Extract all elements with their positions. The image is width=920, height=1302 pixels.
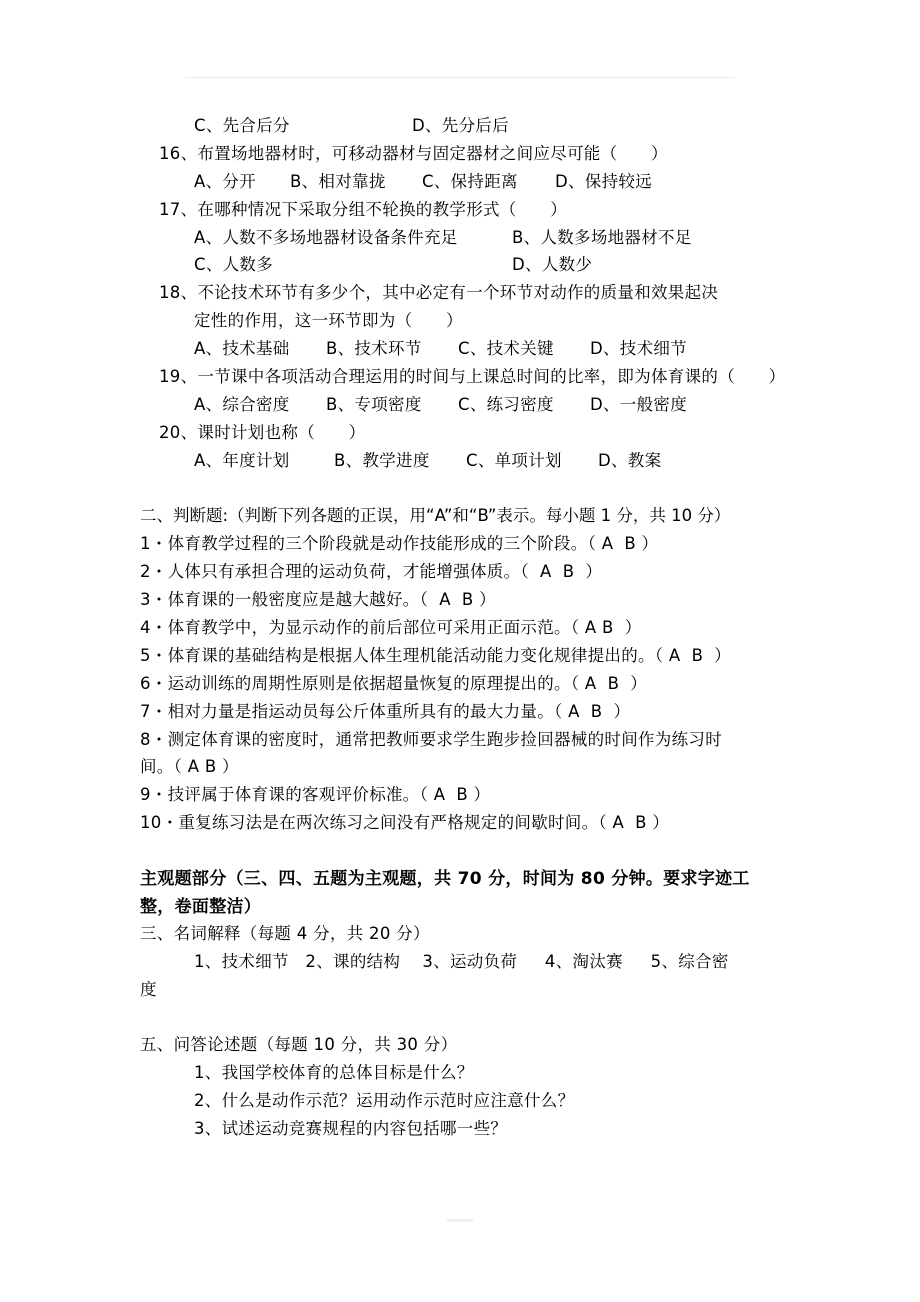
q15-option-d: D、先分后后 — [412, 116, 510, 135]
essay-item-2: 2、什么是动作示范？运用动作示范时应注意什么？ — [194, 1091, 575, 1110]
tf-item-4: 4・体育教学中，为显示动作的前后部位可采用正面示范。（ A B ） — [140, 618, 642, 637]
essay-item-3: 3、试述运动竞赛规程的内容包括哪一些？ — [194, 1119, 508, 1138]
q20-stem: 20、课时计划也称（ ） — [159, 423, 366, 442]
section3-terms-wrap: 度 — [140, 980, 157, 999]
q18-option-a: A、技术基础 — [194, 339, 290, 358]
q16-stem: 16、布置场地器材时，可移动器材与固定器材之间应尽可能（ ） — [159, 144, 668, 163]
q19-option-b: B、专项密度 — [326, 395, 422, 414]
tf-item-8: 8・测定体育课的密度时，通常把教师要求学生跑步捡回器械的时间作为练习时 — [140, 730, 722, 749]
tf-item-2: 2・人体只有承担合理的运动负荷，才能增强体质。（ A B ） — [140, 562, 603, 581]
q17-option-a: A、人数不多场地器材设备条件充足 — [194, 228, 458, 247]
q16-option-a: A、分开 — [194, 172, 256, 191]
q20-option-d: D、教案 — [598, 451, 662, 470]
tf-item-9: 9・技评属于体育课的客观评价标准。（ A B ） — [140, 785, 491, 804]
tf-item-7: 7・相对力量是指运动员每公斤体重所具有的最大力量。（ A B ） — [140, 702, 631, 721]
section3-heading: 三、名词解释（每题 4 分，共 20 分） — [140, 924, 430, 943]
tf-item-6: 6・运动训练的周期性原则是依据超量恢复的原理提出的。（ A B ） — [140, 674, 648, 693]
header-rule — [185, 77, 735, 78]
q17-stem: 17、在哪种情况下采取分组不轮换的教学形式（ ） — [159, 200, 567, 219]
q20-option-c: C、单项计划 — [466, 451, 562, 470]
footer-mark — [447, 1219, 473, 1222]
section2-heading: 二、判断题:（判断下列各题的正误，用“A”和“B”表示。每小题 1 分，共 10 分） — [140, 506, 731, 525]
tf-item-8-wrap: 间。（ A B ） — [140, 757, 239, 776]
q16-option-b: B、相对靠拢 — [290, 172, 386, 191]
q15-option-c: C、先合后分 — [194, 116, 290, 135]
tf-item-10: 10・重复练习法是在两次练习之间没有严格规定的间歇时间。（ A B ） — [140, 813, 670, 832]
tf-item-1: 1・体育教学过程的三个阶段就是动作技能形成的三个阶段。（ A B ） — [140, 534, 659, 553]
essay-item-1: 1、我国学校体育的总体目标是什么？ — [194, 1063, 474, 1082]
q16-option-c: C、保持距离 — [422, 172, 518, 191]
q19-option-d: D、一般密度 — [590, 395, 688, 414]
q17-option-c: C、人数多 — [194, 255, 274, 274]
subjective-heading-wrap: 整，卷面整洁） — [140, 897, 262, 917]
q18-option-b: B、技术环节 — [326, 339, 422, 358]
q18-stem: 18、不论技术环节有多少个，其中必定有一个环节对动作的质量和效果起决 — [159, 283, 719, 302]
q19-option-a: A、综合密度 — [194, 395, 290, 414]
q17-option-b: B、人数多场地器材不足 — [512, 228, 692, 247]
q20-option-b: B、教学进度 — [334, 451, 430, 470]
q20-option-a: A、年度计划 — [194, 451, 290, 470]
q18-option-c: C、技术关键 — [458, 339, 554, 358]
section3-terms: 1、技术细节 2、课的结构 3、运动负荷 4、淘汰赛 5、综合密 — [194, 952, 729, 971]
q17-option-d: D、人数少 — [512, 255, 593, 274]
tf-item-3: 3・体育课的一般密度应是越大越好。（ A B ） — [140, 590, 496, 609]
subjective-heading: 主观题部分（三、四、五题为主观题，共 70 分，时间为 80 分钟。要求字迹工 — [140, 869, 750, 889]
q18-option-d: D、技术细节 — [590, 339, 688, 358]
q19-stem: 19、一节课中各项活动合理运用的时间与上课总时间的比率，即为体育课的（ ） — [159, 367, 786, 386]
tf-item-5: 5・体育课的基础结构是根据人体生理机能活动能力变化规律提出的。（ A B ） — [140, 646, 732, 665]
q16-option-d: D、保持较远 — [555, 172, 653, 191]
section5-heading: 五、问答论述题（每题 10 分，共 30 分） — [140, 1035, 458, 1054]
q18-stem-wrap: 定性的作用，这一环节即为（ ） — [194, 311, 463, 330]
q19-option-c: C、练习密度 — [458, 395, 554, 414]
